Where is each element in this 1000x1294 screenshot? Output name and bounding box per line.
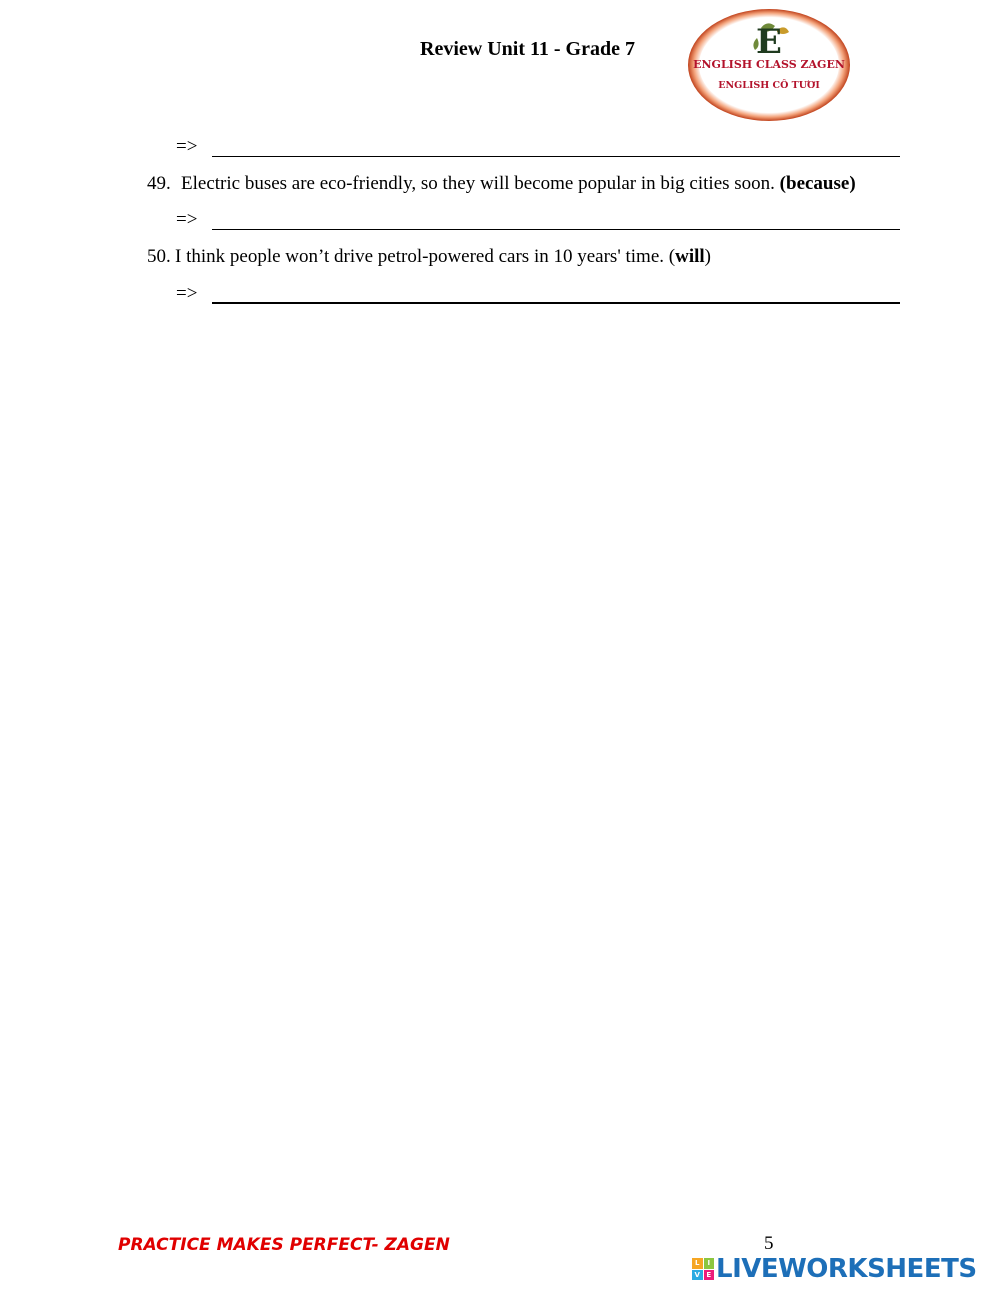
question-number-50: 50. [147,246,171,267]
logo-letter: E [756,22,782,62]
answer-arrow: => [176,136,198,157]
document-title: Review Unit 11 - Grade 7 [420,38,635,60]
answer-blank-48[interactable] [212,156,900,157]
question-sentence-end: ) [704,246,711,267]
liveworksheets-logo [692,1254,977,1284]
logo-teacher-name: ENGLISH CÔ TƯƠI [718,80,820,91]
answer-blank-49[interactable] [212,229,900,230]
answer-arrow: => [176,209,198,230]
cube-letter: V [692,1270,703,1281]
cube-letter: I [704,1258,715,1269]
logo-class-name: ENGLISH CLASS ZAGEN [693,58,845,71]
question-text-49 [181,173,856,195]
cube-letter: L [692,1258,703,1269]
answer-blank-50[interactable] [212,302,900,304]
question-hint: will [675,246,705,267]
question-sentence: Electric buses are eco-friendly, so they will become popular in big cities soon. [181,173,775,194]
question-text-50 [175,246,711,268]
question-number-49: 49. [147,173,171,194]
cube-letter: E [704,1270,715,1281]
liveworksheets-wordmark: LIVEWORKSHEETS [716,1254,977,1284]
question-hint: (because) [779,173,856,194]
footer-motto: PRACTICE MAKES PERFECT- ZAGEN [118,1235,450,1255]
liveworksheets-cube-icon [692,1258,714,1280]
school-logo [687,8,851,122]
page-number: 5 [764,1233,774,1254]
question-sentence: I think people won’t drive petrol-powered cars in 10 years' time. ( [175,246,676,267]
answer-arrow: => [176,283,198,304]
